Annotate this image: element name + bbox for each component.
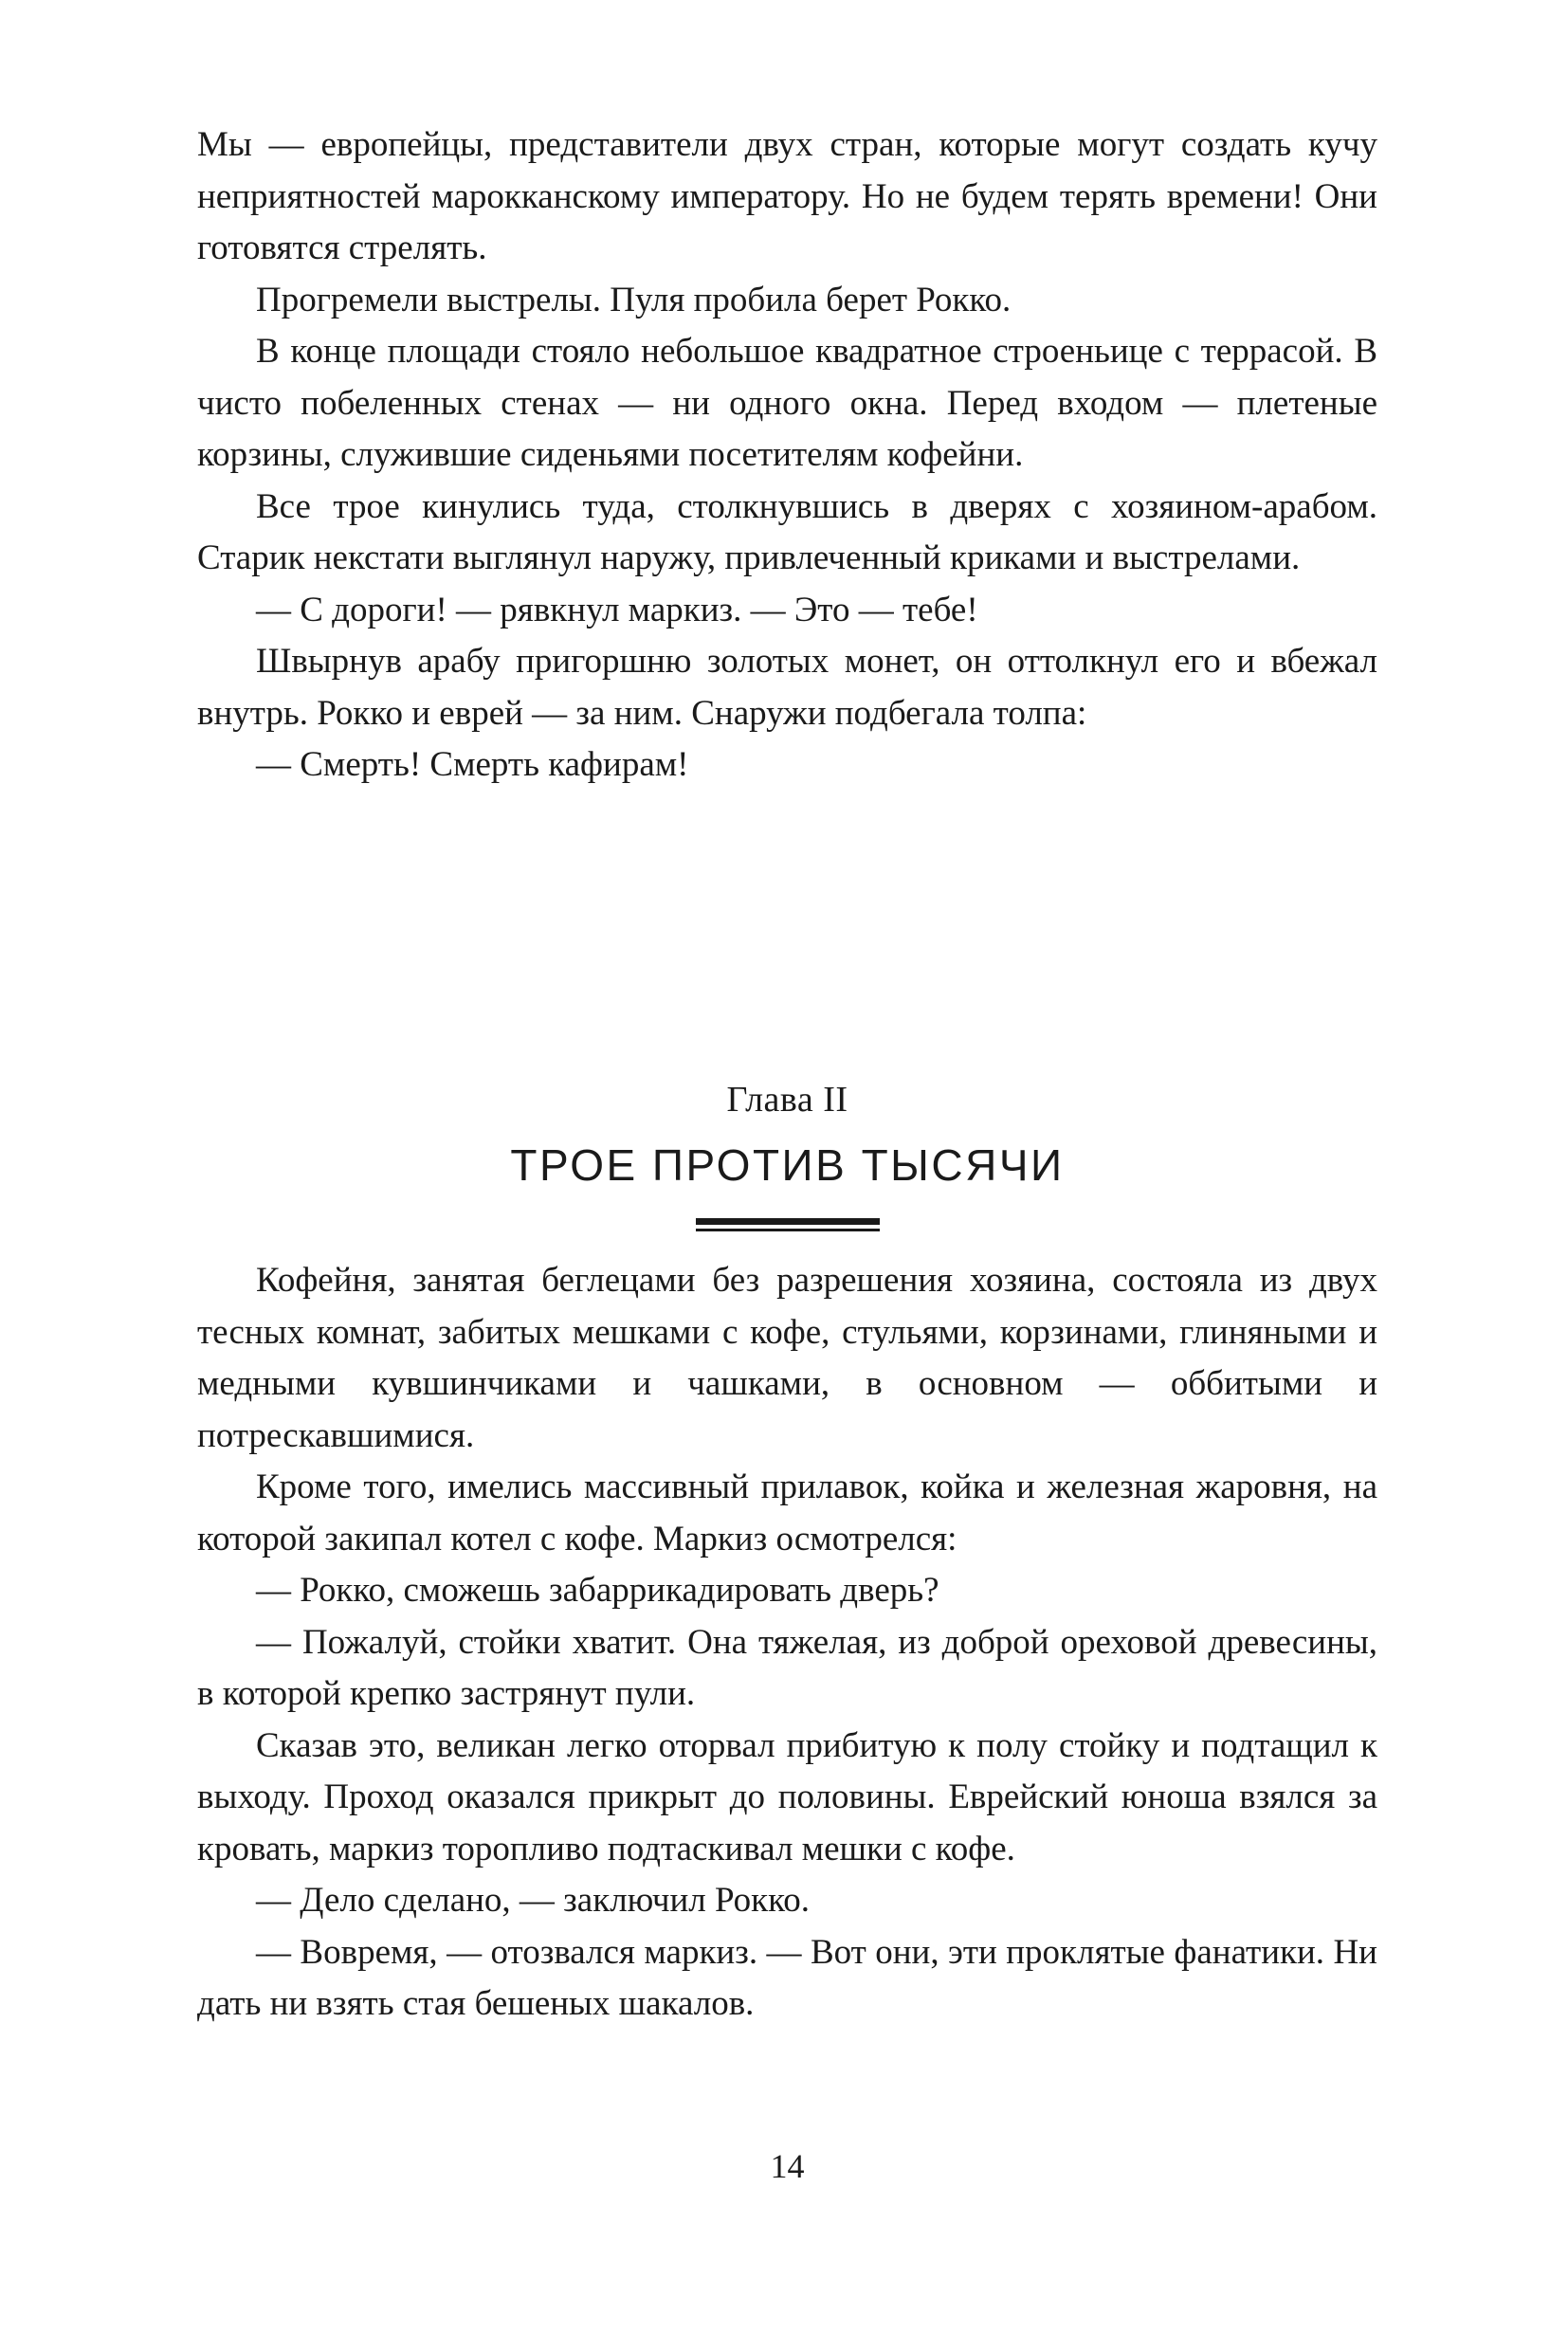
paragraph: Прогремели выстрелы. Пуля пробила берет Рокко. <box>256 280 1012 319</box>
paragraph: Все трое кинулись туда, столкнувшись в дверях с хозяином-арабом. Старик некстати выглянул наружу, привлеченный криками и выстрелами. <box>197 486 1377 577</box>
paragraph: Кроме того, имелись массивный прилавок, койка и железная жаровня, на которой закипал котел с кофе. Маркиз осмотрелся: <box>197 1467 1377 1558</box>
chapter-number: Глава II <box>726 1080 848 1120</box>
chapter-heading <box>197 1074 1377 1231</box>
chapter-divider <box>696 1218 880 1231</box>
paragraph: Швырнув арабу пригоршню золотых монет, он оттолкнул его и вбежал внутрь. Рокко и еврей — за ним. Снаружи подбегала толпа: <box>197 642 1377 733</box>
text-section-continued <box>197 119 1377 792</box>
dialogue-line: — С дороги! — рявкнул маркиз. — Это — тебе! <box>256 590 978 629</box>
dialogue-line: — Смерть! Смерть кафирам! <box>256 745 689 784</box>
dialogue-line: — Дело сделано, — заключил Рокко. <box>256 1881 810 1920</box>
paragraph: В конце площади стояло небольшое квадратное строеньице с террасой. В чисто побеленных стенах — ни одного окна. Перед входом — плетеные корзины, служившие сиденьями посетителям кофейни. <box>197 332 1377 474</box>
dialogue-line: — Вовремя, — отозвался маркиз. — Вот они, эти проклятые фанатики. Ни дать ни взять стая бешеных шакалов. <box>197 1932 1377 2023</box>
dialogue-line: — Рокко, сможешь забаррикадировать дверь? <box>256 1571 939 1610</box>
paragraph: Кофейня, занятая беглецами без разрешения хозяина, состояла из двух тесных комнат, забитых мешками с кофе, стульями, корзинами, глиняными и медными кувшинчиками и чашками, в основном — оббитыми и потрескавшимися. <box>197 1261 1377 1455</box>
divider-thick-line <box>696 1218 880 1225</box>
paragraph: Мы — европейцы, представители двух стран, которые могут создать кучу неприятностей марокканскому императору. Но не будем терять времени! Они готовятся стрелять. <box>197 125 1377 267</box>
dialogue-line: — Пожалуй, стойки хватит. Она тяжелая, из доброй ореховой древесины, в которой крепко застрянут пули. <box>197 1622 1377 1713</box>
chapter-title: ТРОЕ ПРОТИВ ТЫСЯЧИ <box>510 1140 1065 1190</box>
page-number: 14 <box>770 2147 805 2185</box>
chapter-text <box>197 1255 1377 2031</box>
paragraph: Сказав это, великан легко оторвал прибитую к полу стойку и подтащил к выходу. Проход оказался прикрыт до половины. Еврейский юноша взялся за кровать, маркиз торопливо подтаскивал мешки с кофе. <box>197 1725 1377 1868</box>
divider-thin-line <box>696 1229 880 1231</box>
